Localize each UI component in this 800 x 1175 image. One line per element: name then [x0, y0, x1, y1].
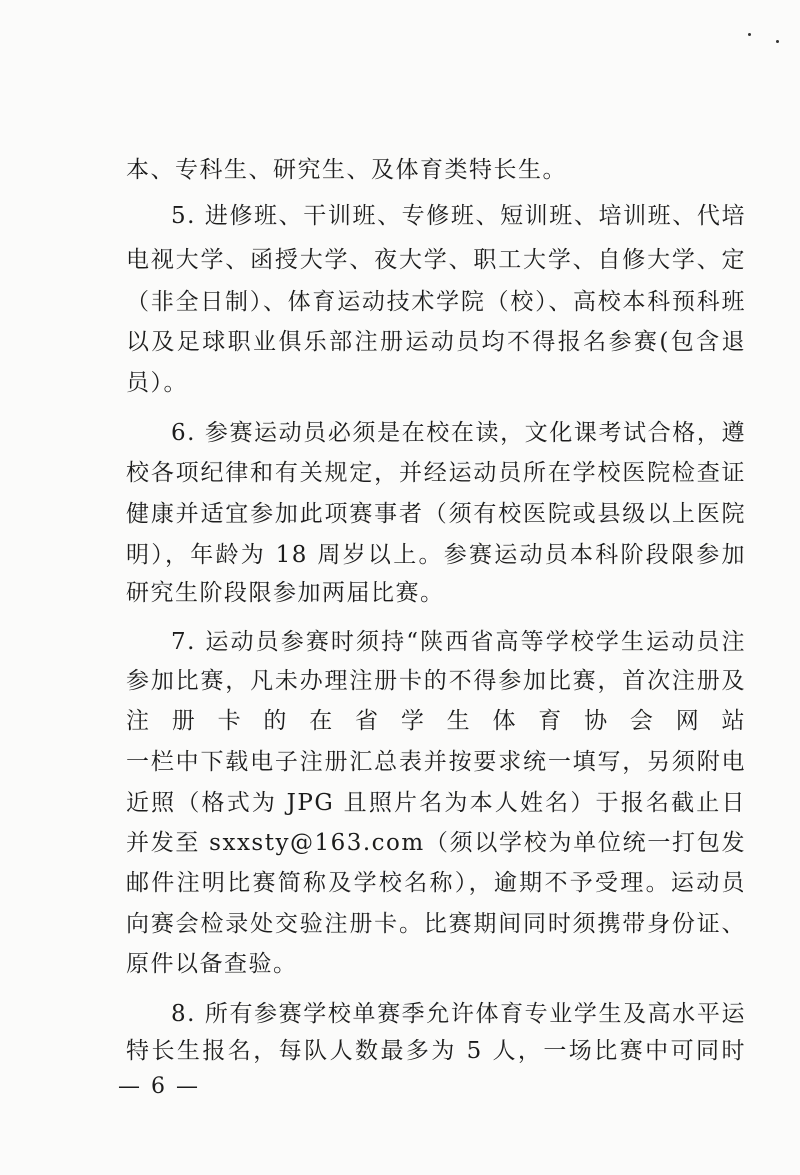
- text-line: 研究生阶段限参加两届比赛。: [126, 580, 445, 606]
- text-line: 7. 运动员参赛时须持“陕西省高等学校学生运动员注: [171, 629, 746, 655]
- text-line: 以及足球职业俱乐部注册运动员均不得报名参赛(包含退: [126, 329, 746, 355]
- text-line: 6. 参赛运动员必须是在校在读，文化课考试合格，遵: [171, 420, 746, 446]
- text-line: 校各项纪律和有关规定，并经运动员所在学校医院检查证: [126, 460, 746, 486]
- text-line: 并发至 sxxsty@163.com（须以学校为单位统一打包发: [126, 830, 746, 856]
- scan-speck: [776, 40, 779, 43]
- text-line: 5. 进修班、干训班、专修班、短训班、培训班、代培: [171, 203, 746, 229]
- text-line: 电视大学、函授大学、夜大学、职工大学、自修大学、定: [126, 247, 746, 273]
- text-line: 原件以备查验。: [126, 951, 298, 977]
- text-line: 近照（格式为 JPG 且照片名为本人姓名）于报名截止日: [126, 790, 746, 816]
- scan-speck: [748, 33, 751, 36]
- text-line: 8. 所有参赛学校单赛季允许体育专业学生及高水平运: [171, 1001, 746, 1027]
- text-line: 特长生报名，每队人数最多为 5 人，一场比赛中可同时: [126, 1038, 746, 1064]
- text-line: 员）。: [126, 370, 188, 396]
- text-line: 一栏中下载电子注册汇总表并按要求统一填写，另须附电: [126, 749, 746, 775]
- text-line: 注册卡的在省学生体育协会网站: [126, 708, 746, 734]
- page-number: — 6 —: [118, 1074, 200, 1099]
- text-line: 向赛会检录处交验注册卡。比赛期间同时须携带身份证、: [126, 911, 746, 937]
- text-line: 健康并适宜参加此项赛事者（须有校医院或县级以上医院: [126, 501, 746, 527]
- text-line: 明），年龄为 18 周岁以上。参赛运动员本科阶段限参加: [126, 542, 746, 568]
- text-line: 本、专科生、研究生、及体育类特长生。: [126, 157, 567, 183]
- text-line: 参加比赛，凡未办理注册卡的不得参加比赛，首次注册及: [126, 668, 746, 694]
- text-line: （非全日制）、体育运动技术学院（校）、高校本科预科班: [126, 289, 746, 315]
- text-line: 邮件注明比赛简称及学校名称），逾期不予受理。运动员: [126, 870, 746, 896]
